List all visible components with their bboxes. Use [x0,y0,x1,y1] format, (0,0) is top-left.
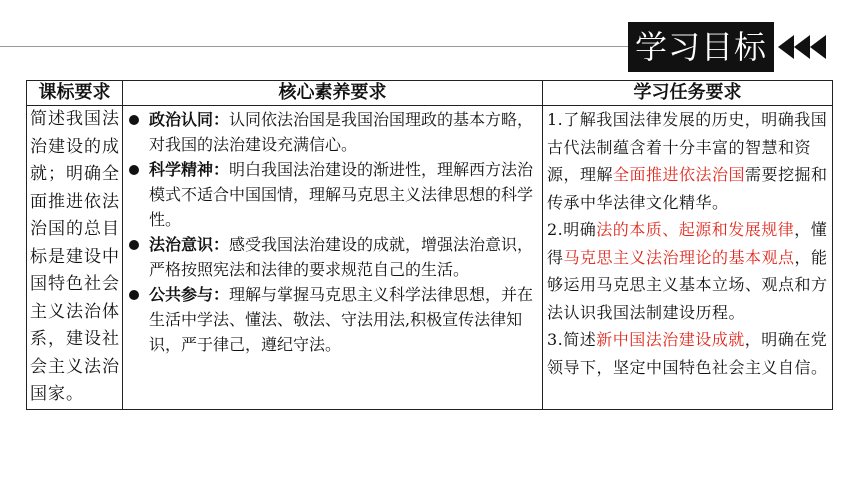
literacy-text: 理解与掌握马克思主义科学法律思想，并在生活中学法、懂法、敬法、守法用法,积极宣传法律知识，严于律己，遵纪守法。 [149,285,534,354]
task-item-3 [547,326,828,381]
learning-task-cell [543,106,833,410]
task-text: ，能够运用马克思主义基本立场、观点和方法认识我国法制建设历程。 [547,247,828,322]
literacy-keyword: 政治认同 [149,110,214,129]
task-text: ，懂得 [547,220,828,267]
task-highlight: 全面推进依法治国 [613,165,746,184]
task-highlight: 新中国法治建设成就 [596,330,745,349]
column-header-curriculum: 课标要求 [27,81,123,106]
core-literacy-cell [123,106,543,410]
task-text: 需要挖掘和传承中华法律文化精华。 [547,165,828,212]
bullet-dot-icon [129,290,139,300]
literacy-keyword: 法治意识 [149,235,214,254]
task-item-1 [547,106,828,216]
task-text: ，明确在党领导下，坚定中国特色社会主义自信。 [547,330,828,377]
bullet-dot-icon [129,115,139,125]
bullet-dot-icon [129,165,139,175]
table-row [27,106,833,410]
column-header-core-literacy: 核心素养要求 [123,81,543,106]
page-title: 学习目标 [628,22,774,72]
task-text: 3.简述 [547,330,597,349]
column-header-learning-tasks: 学习任务要求 [543,81,833,106]
literacy-text: 感受我国法治建设的成就，增强法治意识，严格按照宪法和法律的要求规范自己的生活。 [149,235,534,279]
literacy-separator: ： [213,235,230,254]
learning-objectives-table [26,80,833,410]
literacy-item-rule-of-law [129,232,538,282]
literacy-keyword: 公共参与 [149,285,214,304]
literacy-item-science [129,157,538,232]
task-text: 2.明确 [547,220,597,239]
header-divider [0,46,640,47]
double-arrow-left-icon [778,34,830,60]
literacy-separator: ： [213,110,230,129]
literacy-item-participation [129,282,538,357]
literacy-item-political [129,107,538,157]
bullet-dot-icon [129,240,139,250]
literacy-text: 明白我国法治建设的渐进性，理解西方法治模式不适合中国国情，理解马克思主义法律思想的科学性。 [149,160,534,229]
literacy-keyword: 科学精神 [149,160,214,179]
task-text: 1.了解我国法律发展的历史，明确我国古代法制蕴含着十分丰富的智慧和资源，理解 [547,110,828,184]
literacy-separator: ： [213,160,230,179]
curriculum-requirement-cell: 简述我国法治建设的成就；明确全面推进依法治国的总目标是建设中国特色社会主义法治体系，建设社会主义法治国家。 [27,106,123,410]
literacy-text: 认同依法治国是我国治国理政的基本方略，对我国的法治建设充满信心。 [149,110,534,154]
literacy-separator: ： [213,285,230,304]
task-highlight: 马克思主义法治理论的基本观点 [563,247,795,267]
table-header-row [27,81,833,106]
task-highlight: 法的本质、起源和发展规律 [596,220,795,239]
task-item-2 [547,216,828,326]
